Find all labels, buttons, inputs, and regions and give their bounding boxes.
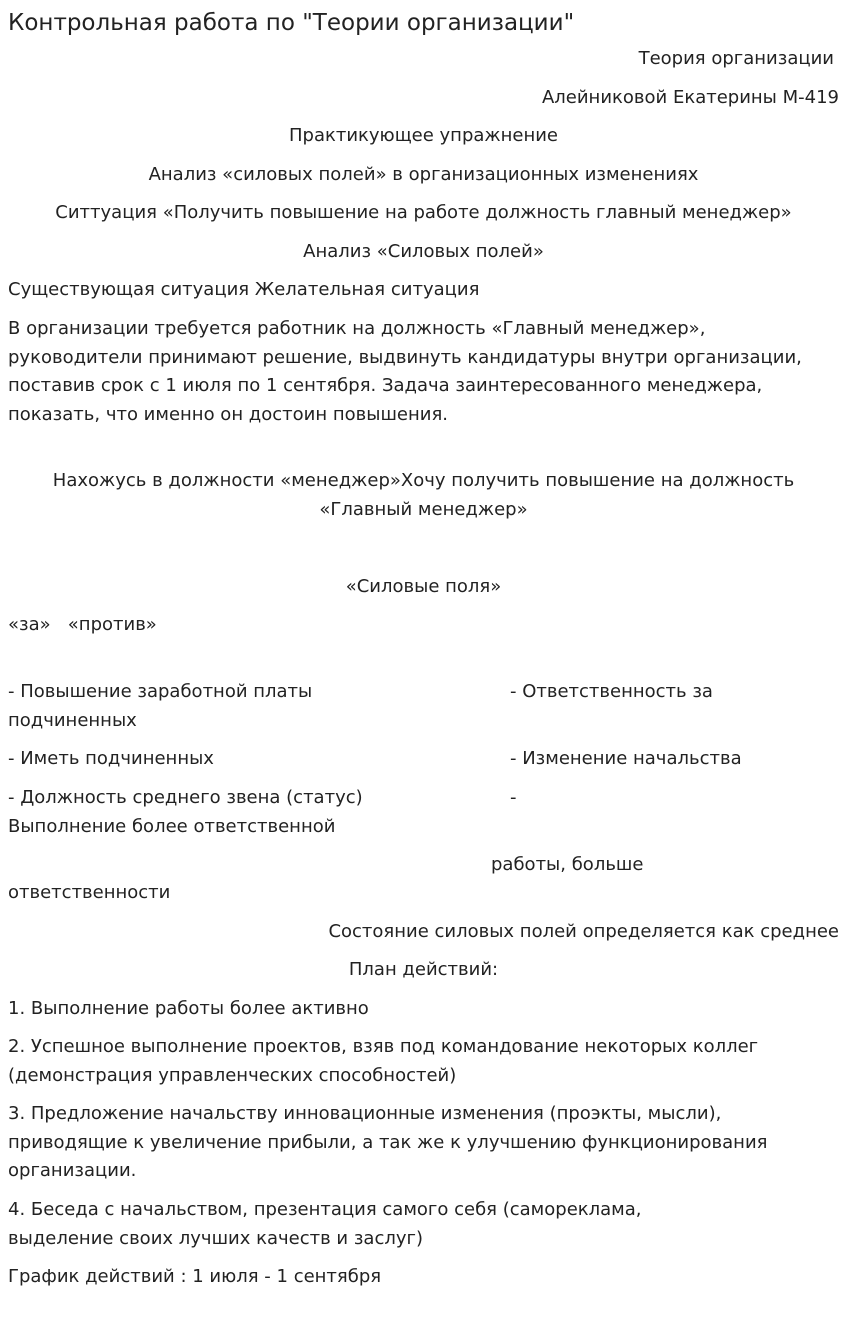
situation-heading: Ситтуация «Получить повышение на работе должность главный менеджер» (55, 202, 792, 223)
against-item-3-cont: работы, больше (491, 854, 644, 875)
forces-state-line: Состояние силовых полей определяется как среднее (328, 921, 839, 942)
exercise-heading: Практикующее упражнение (288, 125, 559, 146)
plan-heading: План действий: (348, 959, 499, 980)
existing-desired-line: Существующая ситуация Желательная ситуация (8, 279, 480, 300)
against-item-1-wrap: подчиненных (8, 710, 137, 731)
author-line: Алейниковой Екатерины М-419 (541, 87, 839, 108)
for-item-1: - Повышение заработной платы (8, 681, 313, 702)
against-item-3-end: ответственности (8, 882, 171, 903)
against-item-3-wrap: Выполнение более ответственной (8, 816, 336, 837)
for-item-3: - Должность среднего звена (статус) (8, 787, 363, 808)
against-item-1: - Ответственность за (510, 681, 713, 702)
for-item-2: - Иметь подчиненных (8, 748, 214, 769)
forces-heading: «Силовые поля» (345, 576, 502, 597)
plan-item-4: 4. Беседа с начальством, презентация самого себя (самореклама, выделение своих лучших качеств и заслуг) (8, 1199, 642, 1249)
schedule-line: График действий : 1 июля - 1 сентября (8, 1266, 382, 1287)
plan-item-1: 1. Выполнение работы более активно (8, 998, 369, 1019)
plan-item-3: 3. Предложение начальству инновационные изменения (проэкты, мысли), приводящие к увеличение прибыли, а так же к улучшению функционирования организации. (8, 1103, 768, 1181)
against-item-3: - (510, 787, 517, 808)
for-against-labels: «за» «против» (8, 614, 157, 635)
position-line-1: Нахожусь в должности «менеджер»Хочу получить повышение на должность (52, 470, 795, 491)
position-line-2: «Главный менеджер» (319, 499, 528, 520)
document-title: Контрольная работа по "Теории организации" (8, 10, 575, 36)
analysis-heading: Анализ «силовых полей» в организационных изменениях (148, 164, 699, 185)
plan-item-2: 2. Успешное выполнение проектов, взяв под командование некоторых коллег (демонстрация управленческих способностей) (8, 1036, 759, 1086)
subject-line: Теория организации (638, 48, 834, 69)
forces-analysis-heading: Анализ «Силовых полей» (303, 241, 544, 262)
context-paragraph: В организации требуется работник на должность «Главный менеджер», руководители принимают решение, выдвинуть кандидатуры внутри организации, поставив срок с 1 июля по 1 сентября. Задача заинтересованного менеджера, показать, что именно он достоин повышения. (8, 318, 802, 425)
against-item-2: - Изменение начальства (510, 748, 742, 769)
